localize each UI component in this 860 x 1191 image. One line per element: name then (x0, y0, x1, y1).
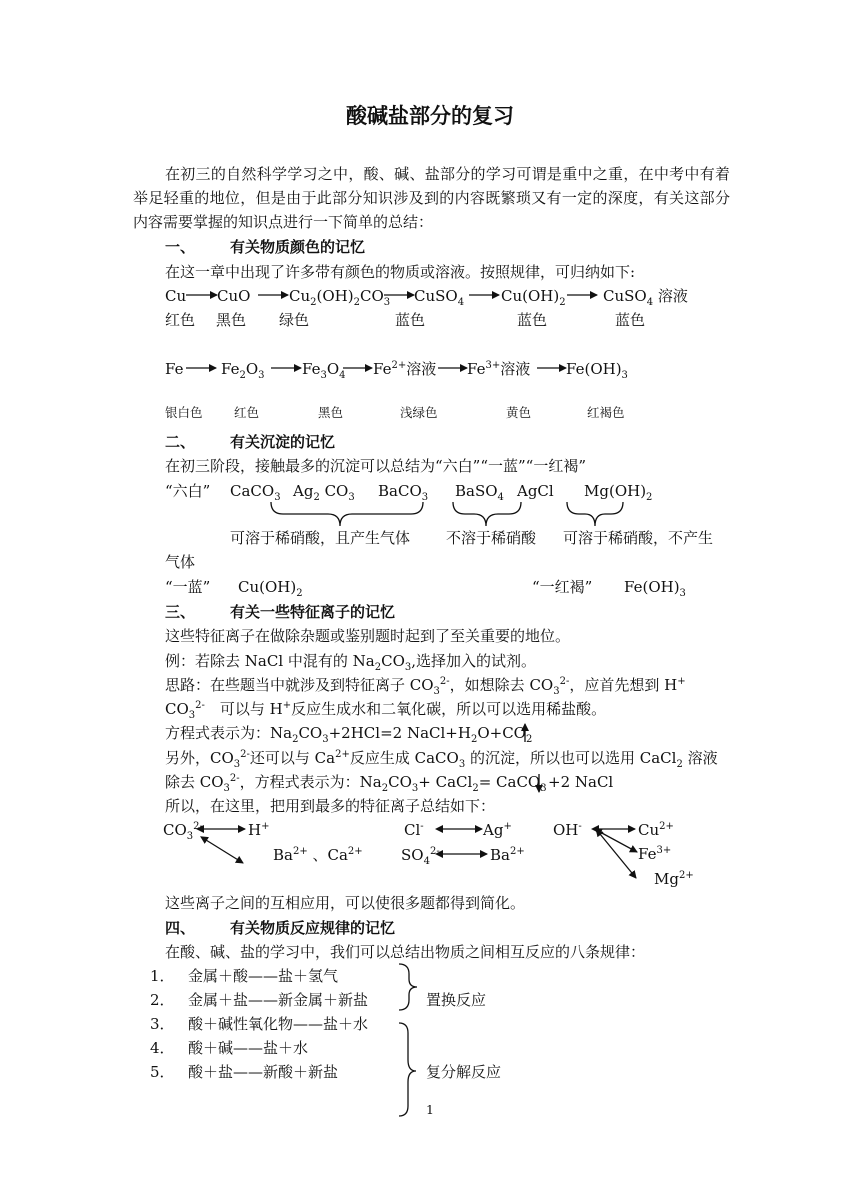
section-3-p4-line1: 另外，$CO_3^{2-}$还可以与 $Ca^{2+}$反应生成 CaCO$_3$ 的沉淀，所以也可以选用 CaCl$_2$ 溶液 (165, 749, 718, 770)
color-yellow: 黄色 (506, 405, 532, 420)
section-3-p1: 这些特征离子在做除杂题或鉴别题时起到了至关重要的地位。 (165, 627, 571, 645)
note-soluble-no-gas: 可溶于稀硝酸，不产生 (563, 529, 714, 547)
chain2-fe: Fe (165, 360, 184, 378)
chain2-fe2-solution: $Fe^{2+}$溶液 (373, 360, 437, 378)
chain1-cu: Cu (165, 287, 187, 305)
note-soluble-no-gas-cont: 气体 (165, 553, 196, 571)
group-double-decomposition-label: 复分解反应 (426, 1063, 502, 1081)
precip-baco3: BaCO$_3$ (378, 482, 429, 503)
section-1-number: 一、 (165, 238, 196, 256)
section-4-number: 四、 (165, 919, 196, 937)
rule-5-text: 酸＋盐——新酸＋新盐 (188, 1063, 339, 1081)
section-3-p6: 这些离子之间的互相应用，可以使很多题都得到简化。 (165, 894, 526, 912)
one-blue-value: $Cu(OH)_2$ (238, 578, 303, 599)
color-blue-3: 蓝色 (615, 311, 646, 329)
note-insoluble: 不溶于稀硝酸 (446, 529, 537, 547)
ion-cu: $Cu^{2+}$ (638, 821, 674, 839)
rule-1-text: 金属＋酸——盐＋氢气 (188, 967, 339, 985)
one-redbrown-label: “一红褐” (532, 578, 593, 596)
chain1-cuso4: CuSO$_4$ (414, 287, 465, 308)
chain2-fe3-solution: $Fe^{3+}$溶液 (467, 360, 531, 378)
ion-ag: Ag+ (483, 821, 512, 839)
one-blue-label: “一蓝” (165, 578, 211, 596)
rule-1-number: 1． (150, 967, 175, 985)
chain2-feoh3: $Fe(OH)_3$ (566, 360, 628, 381)
section-1-heading: 有关物质颜色的记忆 (230, 238, 366, 256)
color-black: 黑色 (216, 311, 247, 329)
color-red-brown: 红褐色 (587, 405, 625, 420)
ion-fe: $Fe^{3+}$ (638, 845, 672, 863)
note-soluble-gas: 可溶于稀硝酸，且产生气体 (230, 529, 411, 547)
color-light-green: 浅绿色 (400, 405, 438, 420)
section-2-text: 在初三阶段，接触最多的沉淀可以总结为“六白”“一蓝”“一红褐” (165, 457, 587, 475)
section-2-number: 二、 (165, 433, 196, 451)
chain2-fe2o3: $Fe_2O_3$ (221, 360, 265, 381)
arrow-oh-fe (600, 832, 637, 852)
section-3-idea-line1: 思路：在些题当中就涉及到特征离子 $CO_3^{2-}$，如想除去 $CO_3^{2-}$，应首先想到 H+ (165, 676, 686, 697)
section-4-text: 在酸、碱、盐的学习中，我们可以总结出物质之间相互反应的八条规律： (165, 943, 646, 961)
rule-4-number: 4． (150, 1039, 175, 1057)
page-number: 1 (426, 1102, 434, 1117)
chain1-cuo: CuO (217, 287, 251, 305)
one-redbrown-value: $Fe(OH)_3$ (624, 578, 686, 599)
section-4-heading: 有关物质反应规律的记忆 (230, 919, 396, 937)
rule-2-text: 金属＋盐——新金属＋新盐 (188, 991, 369, 1009)
rule-4-text: 酸＋碱——盐＋水 (188, 1039, 309, 1057)
precip-agcl: AgCl (517, 482, 554, 500)
chain1-basic-copper-carbonate: $Cu_2(OH)_2CO_3$ (289, 287, 391, 308)
equation-1: 方程式表示为：$Na_2CO_3+2HCl=2$ $NaCl+H_2O+CO_2$ (165, 724, 533, 745)
precip-mgoh2: $Mg(OH)_2$ (584, 482, 653, 503)
equation-2: 除去 $CO_3^{2-}$，方程式表示为：$Na_2CO_3+$ CaCl$_2$= CaCO$_3$ (165, 773, 547, 794)
section-1-text: 在这一章中出现了许多带有颜色的物质或溶液。按照规律，可归纳如下: (165, 263, 636, 281)
color-blue-2: 蓝色 (517, 311, 548, 329)
ion-oh: OH- (553, 821, 582, 839)
chain2-fe3o4: $Fe_3O_4$ (302, 360, 346, 381)
chain1-cuoh2: $Cu(OH)_2$ (501, 287, 566, 308)
precip-ag2co3: $Ag_2$ $CO_3$ (293, 482, 355, 503)
precip-caco3: CaCO$_3$ (230, 482, 281, 503)
brace-soluble-no-gas (567, 502, 623, 526)
ion-mg: $Mg^{2+}$ (654, 870, 694, 888)
precip-baso4: BaSO$_4$ (455, 482, 504, 503)
brace-double-decomposition (399, 1023, 416, 1116)
color-black-2: 黑色 (318, 405, 344, 420)
ion-ba-ca: $Ba^{2+}$ 、$Ca^{2+}$ (273, 846, 363, 864)
color-green: 绿色 (279, 311, 310, 329)
rule-3-text: 酸＋碱性氧化物——盐＋水 (188, 1015, 369, 1033)
color-silver-white: 银白色 (165, 405, 203, 420)
section-3-p5: 所以，在这里，把用到最多的特征离子总结如下： (165, 797, 496, 815)
color-red: 红色 (165, 311, 196, 329)
arrow-co3-ba-ca (206, 840, 243, 863)
arrow-oh-mg (600, 834, 636, 878)
ion-cl: Cl- (404, 821, 424, 839)
rule-2-number: 2． (150, 991, 175, 1009)
intro-paragraph: 在初三的自然科学学习之中，酸、碱、盐部分的学习可谓是重中之重，在中考中有着举足轻重的地位，但是由于此部分知识涉及到的内容既繁琐又有一定的深度，有关这部分内容需要掌握的知识点进行一下简单的总结： (133, 165, 730, 231)
ion-h: H+ (248, 821, 270, 839)
section-2-heading: 有关沉淀的记忆 (230, 433, 336, 451)
section-3-number: 三、 (165, 603, 196, 621)
rule-3-number: 3． (150, 1015, 175, 1033)
rule-5-number: 5． (150, 1063, 175, 1081)
section-3-heading: 有关一些特征离子的记忆 (230, 603, 396, 621)
section-3-idea-line2: $CO_3^{2-}$ 可以与 H+反应生成水和二氧化碳，所以可以选用稀盐酸。 (165, 700, 607, 721)
ion-co3: $CO_3^{2-}$ (163, 821, 203, 842)
brace-soluble-gas (271, 502, 423, 526)
brace-displacement (399, 964, 417, 1010)
chain1-cuso4-solution: CuSO$_4$ 溶液 (603, 287, 688, 308)
group-displacement-label: 置换反应 (426, 991, 487, 1009)
equation-2-tail: +2 NaCl (548, 773, 614, 791)
color-blue-1: 蓝色 (395, 311, 426, 329)
ion-ba: $Ba^{2+}$ (490, 846, 525, 864)
color-red-2: 红色 (234, 405, 260, 420)
six-white-label: “六白” (165, 482, 211, 500)
page-title: 酸碱盐部分的复习 (346, 104, 514, 128)
ion-so4: $SO_4^{2-}$ (401, 846, 440, 867)
brace-insoluble (453, 502, 521, 526)
section-3-example: 例：若除去 NaCl 中混有的 $Na_2CO_3$,选择加入的试剂。 (165, 652, 537, 673)
